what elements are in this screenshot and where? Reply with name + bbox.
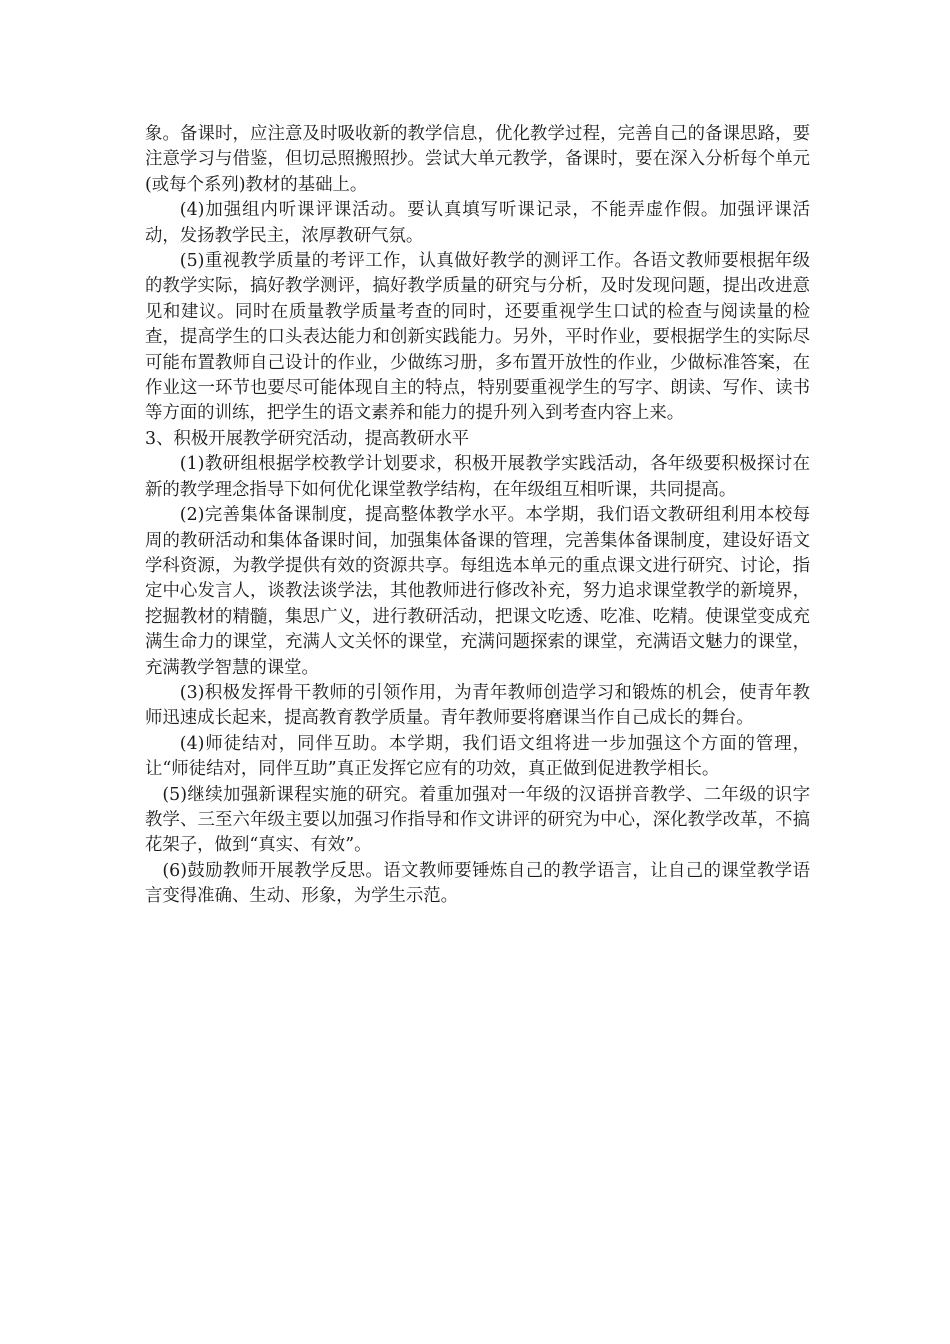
paragraph-item-2-collective-lesson-prep: (2)完善集体备课制度，提高整体教学水平。本学期，我们语文教研组利用本校每周的教研活动和集体备课时间，加强集体备课的管理，完善集体备课制度，建设好语文学科资源，为教学提供有效的资源共享。每组选本单元的重点课文进行研究、讨论，指定中心发言人，谈教法谈学法，其他教师进行修改补充，努力追求课堂教学的新境界，挖掘教材的精髓，集思广义，进行教研活动，把课文吃透、吃准、吃精。使课堂变成充满生命力的课堂，充满人文关怀的课堂，充满问题探索的课堂，充满语文魅力的课堂，充满教学智慧的课堂。 [145,505,810,678]
paragraph-item-4-lesson-observation: (4)加强组内听课评课活动。要认真填写听课记录，不能弄虚作假。加强评课活动，发扬教学民主，浓厚教研气氛。 [145,200,810,246]
document-body [145,122,810,910]
paragraph-item-4-mentoring: (4)师徒结对，同伴互助。本学期，我们语文组将进一步加强这个方面的管理，让“师徒结对，同伴互助”真正发挥它应有的功效，真正做到促进教学相长。 [145,733,810,780]
paragraph-item-5-quality-assessment: (5)重视教学质量的考评工作，认真做好教学的测评工作。各语文教师要根据年级的教学实际，搞好教学测评，搞好教学质量的研究与分析，及时发现问题，提出改进意见和建议。同时在质量教学质量考查的同时，还要重视学生口试的检查与阅读量的检查，提高学生的口头表达能力和创新实践能力。另外，平时作业，要根据学生的实际尽可能布置教师自己设计的作业，少做练习册，多布置开放性的作业，少做标准答案，在作业这一环节也要尽可能体现自主的特点，特别要重视学生的写字、朗读、写作、读书等方面的训练，把学生的语文素养和能力的提升列入到考查内容上来。 [145,251,810,424]
paragraph-item-1-teaching-practice: (1)教研组根据学校教学计划要求，积极开展教学实践活动，各年级要积极探讨在新的教学理念指导下如何优化课堂教学结构，在年级组互相听课，共同提高。 [145,454,810,500]
paragraph-item-5-curriculum-research: (5)继续加强新课程实施的研究。着重加强对一年级的汉语拼音教学、二年级的识字教学、三至六年级主要以加强习作指导和作文讲评的研究为中心，深化教学改革，不搞花架子，做到“真实、有效”。 [145,784,810,856]
paragraph-continuation: 象。备课时，应注意及时吸收新的教学信息，优化教学过程，完善自己的备课思路，要注意学习与借鉴，但切忌照搬照抄。尝试大单元教学，备课时，要在深入分析每个单元(或每个系列)教材的基础上。 [145,124,810,195]
paragraph-item-3-backbone-teachers: (3)积极发挥骨干教师的引领作用，为青年教师创造学习和锻炼的机会，使青年教师迅速成长起来，提高教育教学质量。青年教师要将磨课当作自己成长的舞台。 [145,682,810,729]
section-heading-3: 3、积极开展教学研究活动，提高教研水平 [145,428,470,449]
paragraph-item-6-teaching-reflection: (6)鼓励教师开展教学反思。语文教师要锤炼自己的教学语言，让自己的课堂教学语言变得准确、生动、形象，为学生示范。 [145,860,810,907]
